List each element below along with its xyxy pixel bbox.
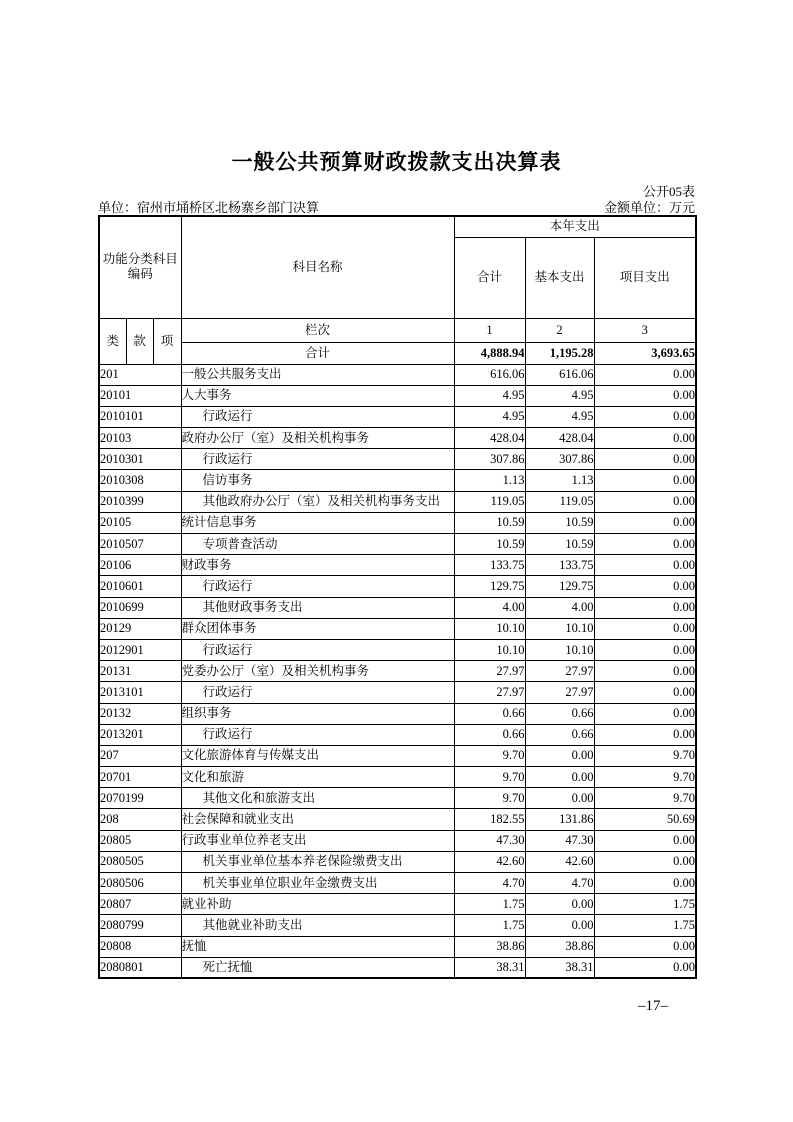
row-total-value: 10.59 bbox=[454, 512, 525, 533]
table-row bbox=[99, 894, 696, 915]
code-header-cell: 功能分类科目编码 bbox=[99, 216, 181, 318]
row-project-value: 0.00 bbox=[594, 576, 696, 597]
row-subject-name: 社会保障和就业支出 bbox=[181, 809, 454, 830]
grand-total-label: 合计 bbox=[181, 342, 454, 364]
row-project-value: 0.00 bbox=[594, 512, 696, 533]
row-project-value: 1.75 bbox=[594, 894, 696, 915]
row-subject-name: 行政运行 bbox=[181, 682, 454, 703]
row-total-value: 9.70 bbox=[454, 745, 525, 766]
row-total-value: 1.75 bbox=[454, 894, 525, 915]
row-basic-value: 10.59 bbox=[525, 512, 594, 533]
row-subject-name: 专项普查活动 bbox=[181, 534, 454, 555]
row-basic-value: 4.95 bbox=[525, 385, 594, 406]
table-row bbox=[99, 915, 696, 936]
row-basic-value: 38.31 bbox=[525, 957, 594, 978]
row-project-value: 0.00 bbox=[594, 534, 696, 555]
grand-total-project: 3,693.65 bbox=[594, 342, 696, 364]
row-total-value: 0.66 bbox=[454, 724, 525, 745]
row-code: 201 bbox=[99, 364, 181, 385]
row-total-value: 1.13 bbox=[454, 470, 525, 491]
row-code: 2010699 bbox=[99, 597, 181, 618]
row-subject-name: 政府办公厅（室）及相关机构事务 bbox=[181, 428, 454, 449]
row-total-value: 9.70 bbox=[454, 788, 525, 809]
table-row bbox=[99, 957, 696, 978]
total-column-header: 合计 bbox=[454, 237, 525, 318]
table-row bbox=[99, 555, 696, 576]
row-project-value: 0.00 bbox=[594, 851, 696, 872]
row-project-value: 0.00 bbox=[594, 597, 696, 618]
row-basic-value: 10.59 bbox=[525, 534, 594, 555]
row-basic-value: 307.86 bbox=[525, 449, 594, 470]
row-basic-value: 4.70 bbox=[525, 873, 594, 894]
grand-total-basic: 1,195.28 bbox=[525, 342, 594, 364]
row-basic-value: 0.00 bbox=[525, 745, 594, 766]
row-code: 2010308 bbox=[99, 470, 181, 491]
table-row bbox=[99, 618, 696, 639]
row-subject-name: 行政运行 bbox=[181, 724, 454, 745]
row-subject-name: 统计信息事务 bbox=[181, 512, 454, 533]
row-project-value: 0.00 bbox=[594, 682, 696, 703]
table-row bbox=[99, 385, 696, 406]
row-code: 20101 bbox=[99, 385, 181, 406]
row-subject-name: 抚恤 bbox=[181, 936, 454, 957]
row-total-value: 428.04 bbox=[454, 428, 525, 449]
row-project-value: 0.00 bbox=[594, 449, 696, 470]
table-row bbox=[99, 428, 696, 449]
table-row bbox=[99, 745, 696, 766]
table-row bbox=[99, 703, 696, 724]
row-project-value: 0.00 bbox=[594, 470, 696, 491]
table-row bbox=[99, 851, 696, 872]
row-subject-name: 群众团体事务 bbox=[181, 618, 454, 639]
row-project-value: 0.00 bbox=[594, 724, 696, 745]
subject-header-cell: 科目名称 bbox=[181, 216, 454, 318]
row-basic-value: 0.66 bbox=[525, 703, 594, 724]
row-project-value: 0.00 bbox=[594, 936, 696, 957]
row-project-value: 0.00 bbox=[594, 364, 696, 385]
row-basic-value: 616.06 bbox=[525, 364, 594, 385]
table-row bbox=[99, 406, 696, 427]
row-code: 2012901 bbox=[99, 639, 181, 660]
row-total-value: 47.30 bbox=[454, 830, 525, 851]
row-total-value: 616.06 bbox=[454, 364, 525, 385]
row-code: 20701 bbox=[99, 767, 181, 788]
table-row bbox=[99, 788, 696, 809]
row-subject-name: 其他文化和旅游支出 bbox=[181, 788, 454, 809]
code-class-header: 类 bbox=[99, 318, 126, 364]
row-project-value: 0.00 bbox=[594, 428, 696, 449]
row-code: 2010399 bbox=[99, 491, 181, 512]
row-total-value: 10.59 bbox=[454, 534, 525, 555]
row-code: 2080799 bbox=[99, 915, 181, 936]
row-project-value: 0.00 bbox=[594, 873, 696, 894]
table-row bbox=[99, 661, 696, 682]
row-subject-name: 文化和旅游 bbox=[181, 767, 454, 788]
row-basic-value: 42.60 bbox=[525, 851, 594, 872]
row-total-value: 4.95 bbox=[454, 406, 525, 427]
lane-number-2: 2 bbox=[525, 318, 594, 342]
table-row bbox=[99, 512, 696, 533]
row-subject-name: 组织事务 bbox=[181, 703, 454, 724]
row-basic-value: 27.97 bbox=[525, 661, 594, 682]
row-code: 20132 bbox=[99, 703, 181, 724]
row-project-value: 0.00 bbox=[594, 618, 696, 639]
row-code: 20129 bbox=[99, 618, 181, 639]
row-code: 2080505 bbox=[99, 851, 181, 872]
table-row bbox=[99, 724, 696, 745]
row-basic-value: 4.00 bbox=[525, 597, 594, 618]
budget-table bbox=[98, 215, 697, 979]
table-row bbox=[99, 830, 696, 851]
row-code: 2013101 bbox=[99, 682, 181, 703]
table-row bbox=[99, 639, 696, 660]
table-row bbox=[99, 767, 696, 788]
row-subject-name: 一般公共服务支出 bbox=[181, 364, 454, 385]
row-total-value: 129.75 bbox=[454, 576, 525, 597]
table-row bbox=[99, 364, 696, 385]
table-row bbox=[99, 534, 696, 555]
row-code: 2070199 bbox=[99, 788, 181, 809]
row-subject-name: 机关事业单位基本养老保险缴费支出 bbox=[181, 851, 454, 872]
table-row bbox=[99, 873, 696, 894]
row-total-value: 42.60 bbox=[454, 851, 525, 872]
grand-total-total: 4,888.94 bbox=[454, 342, 525, 364]
header-row-group bbox=[99, 216, 696, 237]
lane-number-3: 3 bbox=[594, 318, 696, 342]
row-basic-value: 0.66 bbox=[525, 724, 594, 745]
row-subject-name: 其他就业补助支出 bbox=[181, 915, 454, 936]
row-project-value: 0.00 bbox=[594, 385, 696, 406]
page-title: 一般公共预算财政拨款支出决算表 bbox=[231, 151, 562, 174]
table-row bbox=[99, 682, 696, 703]
row-subject-name: 人大事务 bbox=[181, 385, 454, 406]
row-subject-name: 行政运行 bbox=[181, 449, 454, 470]
row-subject-name: 行政运行 bbox=[181, 576, 454, 597]
row-code: 20808 bbox=[99, 936, 181, 957]
row-total-value: 27.97 bbox=[454, 661, 525, 682]
lanes-row bbox=[99, 318, 696, 342]
row-total-value: 182.55 bbox=[454, 809, 525, 830]
row-code: 207 bbox=[99, 745, 181, 766]
row-basic-value: 0.00 bbox=[525, 915, 594, 936]
lane-number-1: 1 bbox=[454, 318, 525, 342]
table-code-label: 公开05表 bbox=[642, 184, 695, 199]
row-basic-value: 4.95 bbox=[525, 406, 594, 427]
row-code: 2010101 bbox=[99, 406, 181, 427]
row-project-value: 0.00 bbox=[594, 639, 696, 660]
row-total-value: 38.86 bbox=[454, 936, 525, 957]
row-total-value: 133.75 bbox=[454, 555, 525, 576]
row-total-value: 38.31 bbox=[454, 957, 525, 978]
row-total-value: 307.86 bbox=[454, 449, 525, 470]
row-basic-value: 1.13 bbox=[525, 470, 594, 491]
grand-total-row bbox=[99, 342, 696, 364]
row-code: 20103 bbox=[99, 428, 181, 449]
row-basic-value: 10.10 bbox=[525, 639, 594, 660]
row-code: 2010507 bbox=[99, 534, 181, 555]
year-expenditure-header-cell: 本年支出 bbox=[454, 216, 696, 237]
row-code: 2080801 bbox=[99, 957, 181, 978]
row-basic-value: 133.75 bbox=[525, 555, 594, 576]
table-row bbox=[99, 597, 696, 618]
row-basic-value: 129.75 bbox=[525, 576, 594, 597]
table-row bbox=[99, 809, 696, 830]
row-total-value: 9.70 bbox=[454, 767, 525, 788]
row-subject-name: 就业补助 bbox=[181, 894, 454, 915]
row-total-value: 4.95 bbox=[454, 385, 525, 406]
row-total-value: 10.10 bbox=[454, 618, 525, 639]
row-total-value: 4.00 bbox=[454, 597, 525, 618]
row-code: 20805 bbox=[99, 830, 181, 851]
row-basic-value: 0.00 bbox=[525, 767, 594, 788]
row-total-value: 10.10 bbox=[454, 639, 525, 660]
table-row bbox=[99, 449, 696, 470]
table-body bbox=[99, 364, 696, 978]
unit-label: 单位：宿州市埇桥区北杨寨乡部门决算 bbox=[98, 200, 320, 215]
row-subject-name: 行政事业单位养老支出 bbox=[181, 830, 454, 851]
row-subject-name: 文化旅游体育与传媒支出 bbox=[181, 745, 454, 766]
row-project-value: 0.00 bbox=[594, 406, 696, 427]
row-basic-value: 119.05 bbox=[525, 491, 594, 512]
row-project-value: 50.69 bbox=[594, 809, 696, 830]
row-project-value: 1.75 bbox=[594, 915, 696, 936]
row-code: 2010601 bbox=[99, 576, 181, 597]
unit-line bbox=[98, 197, 695, 216]
row-code: 20106 bbox=[99, 555, 181, 576]
row-subject-name: 死亡抚恤 bbox=[181, 957, 454, 978]
table-row bbox=[99, 576, 696, 597]
row-subject-name: 财政事务 bbox=[181, 555, 454, 576]
row-basic-value: 0.00 bbox=[525, 894, 594, 915]
row-total-value: 0.66 bbox=[454, 703, 525, 724]
row-code: 20105 bbox=[99, 512, 181, 533]
row-subject-name: 机关事业单位职业年金缴费支出 bbox=[181, 873, 454, 894]
row-subject-name: 党委办公厅（室）及相关机构事务 bbox=[181, 661, 454, 682]
lanes-label-cell: 栏次 bbox=[181, 318, 454, 342]
row-project-value: 0.00 bbox=[594, 830, 696, 851]
row-project-value: 0.00 bbox=[594, 957, 696, 978]
row-project-value: 9.70 bbox=[594, 745, 696, 766]
row-basic-value: 38.86 bbox=[525, 936, 594, 957]
row-subject-name: 行政运行 bbox=[181, 406, 454, 427]
row-subject-name: 其他政府办公厅（室）及相关机构事务支出 bbox=[181, 491, 454, 512]
table-row bbox=[99, 936, 696, 957]
row-subject-name: 信访事务 bbox=[181, 470, 454, 491]
row-subject-name: 其他财政事务支出 bbox=[181, 597, 454, 618]
project-column-header: 项目支出 bbox=[594, 237, 696, 318]
row-basic-value: 0.00 bbox=[525, 788, 594, 809]
row-project-value: 0.00 bbox=[594, 555, 696, 576]
row-project-value: 0.00 bbox=[594, 661, 696, 682]
basic-column-header: 基本支出 bbox=[525, 237, 594, 318]
row-code: 20131 bbox=[99, 661, 181, 682]
row-basic-value: 27.97 bbox=[525, 682, 594, 703]
row-project-value: 0.00 bbox=[594, 491, 696, 512]
row-total-value: 4.70 bbox=[454, 873, 525, 894]
row-code: 20807 bbox=[99, 894, 181, 915]
row-basic-value: 428.04 bbox=[525, 428, 594, 449]
code-section-header: 款 bbox=[126, 318, 153, 364]
row-total-value: 1.75 bbox=[454, 915, 525, 936]
row-basic-value: 10.10 bbox=[525, 618, 594, 639]
row-basic-value: 47.30 bbox=[525, 830, 594, 851]
row-total-value: 119.05 bbox=[454, 491, 525, 512]
row-total-value: 27.97 bbox=[454, 682, 525, 703]
row-project-value: 9.70 bbox=[594, 788, 696, 809]
row-code: 208 bbox=[99, 809, 181, 830]
table-row bbox=[99, 470, 696, 491]
row-subject-name: 行政运行 bbox=[181, 639, 454, 660]
page-number: –17– bbox=[638, 998, 668, 1014]
row-code: 2010301 bbox=[99, 449, 181, 470]
row-code: 2013201 bbox=[99, 724, 181, 745]
code-item-header: 项 bbox=[153, 318, 181, 364]
row-project-value: 0.00 bbox=[594, 703, 696, 724]
row-basic-value: 131.86 bbox=[525, 809, 594, 830]
table-row bbox=[99, 491, 696, 512]
row-project-value: 9.70 bbox=[594, 767, 696, 788]
amount-unit-label: 金额单位：万元 bbox=[603, 200, 695, 215]
row-code: 2080506 bbox=[99, 873, 181, 894]
